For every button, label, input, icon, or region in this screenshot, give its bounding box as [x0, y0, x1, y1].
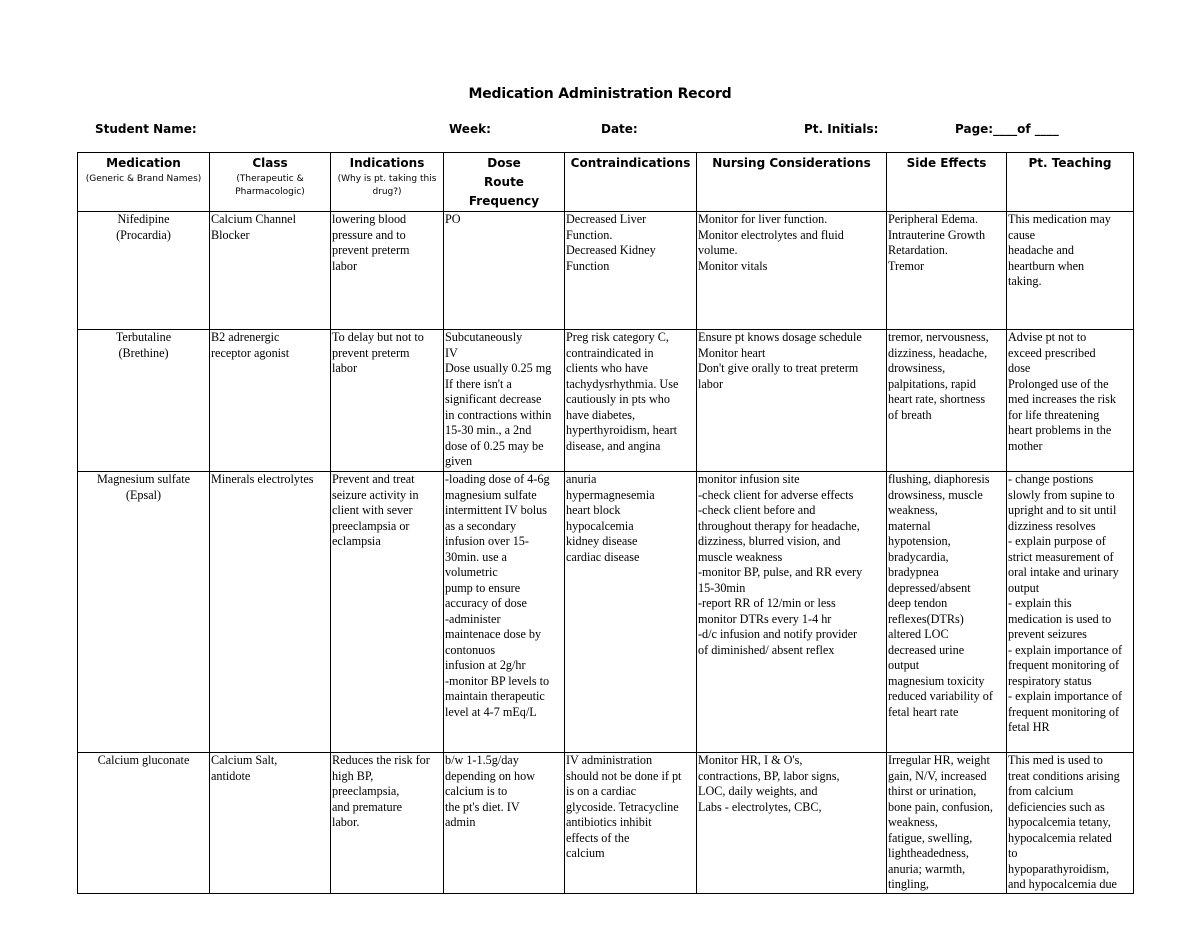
column-header-dose: [444, 153, 565, 212]
cell-text: - change postions slowly from supine to upright and to sit until dizziness resolves - explain purpose of strict measurement of oral intake and urinary output - explain this medication is used to prevent seizures - explain importance of frequent monitoring of respiratory status - explain importance of frequent monitoring of fetal HR: [1008, 472, 1123, 734]
nursing-cell: [697, 330, 887, 472]
cell-text: Advise pt not to exceed prescribed dose Prolonged use of the med increases the risk for life threatening heart problems in the mother: [1008, 330, 1116, 453]
contraindications-cell: [565, 330, 697, 472]
pt-initials-label: Pt. Initials:: [804, 122, 879, 136]
cell-text: Calcium gluconate: [97, 753, 190, 767]
cell-text: lowering blood pressure and to prevent preterm labor: [332, 212, 410, 273]
cell-text: To delay but not to prevent preterm labor: [332, 330, 424, 375]
medication-cell: [78, 212, 210, 330]
indications-cell: [331, 753, 444, 894]
page-title: Medication Administration Record: [468, 86, 732, 102]
cell-text: IV administration should not be done if pt is on a cardiac glycoside. Tetracycline antibiotics inhibit effects of the calcium: [566, 753, 682, 860]
cell-text: Monitor HR, I & O's, contractions, BP, labor signs, LOC, daily weights, and Labs - electrolytes, CBC,: [698, 753, 840, 814]
cell-text: Magnesium sulfate (Epsal): [96, 472, 191, 502]
column-header-label: Dose Route Frequency: [468, 156, 540, 208]
side-effects-cell: [887, 753, 1007, 894]
contraindications-cell: [565, 472, 697, 753]
dose-cell: [444, 472, 565, 753]
cell-text: PO: [445, 212, 461, 226]
column-header-class: [210, 153, 331, 212]
class-cell: [210, 212, 331, 330]
side-effects-cell: [887, 212, 1007, 330]
cell-text: monitor infusion site -check client for adverse effects -check client before and throughout therapy for headache, dizziness, blurred vision, and muscle weakness -monitor BP, pulse, and RR every 15-30min -report RR of 12/min or less monitor DTRs every 1-4 hr -d/c infusion and notify provider of diminished/ absent reflex: [698, 472, 863, 657]
column-header-sub: (Therapeutic & Pharmacologic): [235, 174, 305, 197]
column-header-label: Indications: [349, 156, 425, 170]
cell-text: flushing, diaphoresis drowsiness, muscle weakness, maternal hypotension, bradycardia, bradypnea depressed/absent deep tendon reflexes(DTRs) altered LOC decreased urine output magnesium toxicity reduced variability of fetal heart rate: [888, 472, 993, 719]
week-label: Week:: [449, 122, 491, 136]
contraindications-cell: [565, 753, 697, 894]
cell-text: Nifedipine (Procardia): [116, 212, 171, 242]
medication-cell: [78, 472, 210, 753]
teaching-cell: [1007, 753, 1134, 894]
nursing-cell: [697, 753, 887, 894]
side-effects-cell: [887, 472, 1007, 753]
indications-cell: [331, 472, 444, 753]
column-header-label: Medication: [106, 156, 181, 170]
nursing-cell: [697, 212, 887, 330]
column-header-label: Class: [252, 156, 288, 170]
teaching-cell: [1007, 330, 1134, 472]
side-effects-cell: [887, 330, 1007, 472]
date-label: Date:: [601, 122, 638, 136]
column-header-teaching: [1007, 153, 1134, 212]
dose-cell: [444, 753, 565, 894]
column-header-label: Contraindications: [570, 156, 691, 170]
nursing-cell: [697, 472, 887, 753]
student-name-label: Student Name:: [95, 122, 197, 136]
medication-cell: [78, 753, 210, 894]
medication-record-table: [77, 152, 1134, 894]
table-row: [78, 330, 1134, 472]
table-header-row: [78, 153, 1134, 212]
column-header-side-effects: [887, 153, 1007, 212]
cell-text: Peripheral Edema. Intrauterine Growth Retardation. Tremor: [888, 212, 986, 273]
dose-cell: [444, 330, 565, 472]
table-row: [78, 212, 1134, 330]
column-header-label: Nursing Considerations: [712, 156, 871, 170]
cell-text: Preg risk category C, contraindicated in clients who have tachydysrhythmia. Use cautiously in pts who have diabetes, hyperthyroidism, heart disease, and angina: [566, 330, 679, 453]
class-cell: [210, 472, 331, 753]
cell-text: This med is used to treat conditions arising from calcium deficiencies such as hypocalcemia tetany, hypocalcemia related to hypoparathyroidism, and hypocalcemia due: [1008, 753, 1120, 891]
medication-cell: [78, 330, 210, 472]
table-row: [78, 472, 1134, 753]
cell-text: Decreased Liver Function. Decreased Kidney Function: [566, 212, 656, 273]
cell-text: Calcium Channel Blocker: [211, 212, 296, 242]
cell-text: Terbutaline (Brethine): [115, 330, 172, 360]
column-header-nursing: [697, 153, 887, 212]
column-header-sub: (Generic & Brand Names): [85, 174, 202, 184]
column-header-sub: (Why is pt. taking this drug?): [337, 174, 437, 197]
cell-text: Ensure pt knows dosage schedule Monitor heart Don't give orally to treat preterm labor: [698, 330, 862, 391]
cell-text: -loading dose of 4-6g magnesium sulfate intermittent IV bolus as a secondary infusion over 15- 30min. use a volumetric pump to ensure accuracy of dose -administer maintenace dose by contonuos infusion at 2g/hr -monitor BP levels to maintain therapeutic level at 4-7 mEq/L: [445, 472, 550, 719]
column-header-contraindications: [565, 153, 697, 212]
cell-text: b/w 1-1.5g/day depending on how calcium is to the pt's diet. IV admin: [445, 753, 536, 829]
page-number-label: Page:____of ____: [955, 122, 1059, 136]
column-header-indications: [331, 153, 444, 212]
cell-text: Minerals electrolytes: [211, 472, 314, 486]
column-header-label: Pt. Teaching: [1028, 156, 1112, 170]
contraindications-cell: [565, 212, 697, 330]
cell-text: This medication may cause headache and heartburn when taking.: [1008, 212, 1111, 288]
column-header-medication: [78, 153, 210, 212]
cell-text: Calcium Salt, antidote: [211, 753, 278, 783]
indications-cell: [331, 212, 444, 330]
cell-text: Monitor for liver function. Monitor electrolytes and fluid volume. Monitor vitals: [698, 212, 844, 273]
teaching-cell: [1007, 212, 1134, 330]
cell-text: B2 adrenergic receptor agonist: [211, 330, 290, 360]
cell-text: Prevent and treat seizure activity in client with sever preeclampsia or eclampsia: [332, 472, 419, 548]
cell-text: Reduces the risk for high BP, preeclampsia, and premature labor.: [332, 753, 430, 829]
cell-text: Subcutaneously IV Dose usually 0.25 mg If there isn't a significant decrease in contractions within 15-30 min., a 2nd dose of 0.25 may be given: [445, 330, 552, 468]
table-row: [78, 753, 1134, 894]
cell-text: tremor, nervousness, dizziness, headache, drowsiness, palpitations, rapid heart rate, shortness of breath: [888, 330, 989, 422]
class-cell: [210, 330, 331, 472]
class-cell: [210, 753, 331, 894]
column-header-label: Side Effects: [906, 156, 987, 170]
teaching-cell: [1007, 472, 1134, 753]
cell-text: anuria hypermagnesemia heart block hypocalcemia kidney disease cardiac disease: [566, 472, 655, 564]
indications-cell: [331, 330, 444, 472]
dose-cell: [444, 212, 565, 330]
cell-text: Irregular HR, weight gain, N/V, increased thirst or urination, bone pain, confusion, weakness, fatigue, swelling, lightheadedness, anuria; warmth, tingling,: [888, 753, 993, 891]
